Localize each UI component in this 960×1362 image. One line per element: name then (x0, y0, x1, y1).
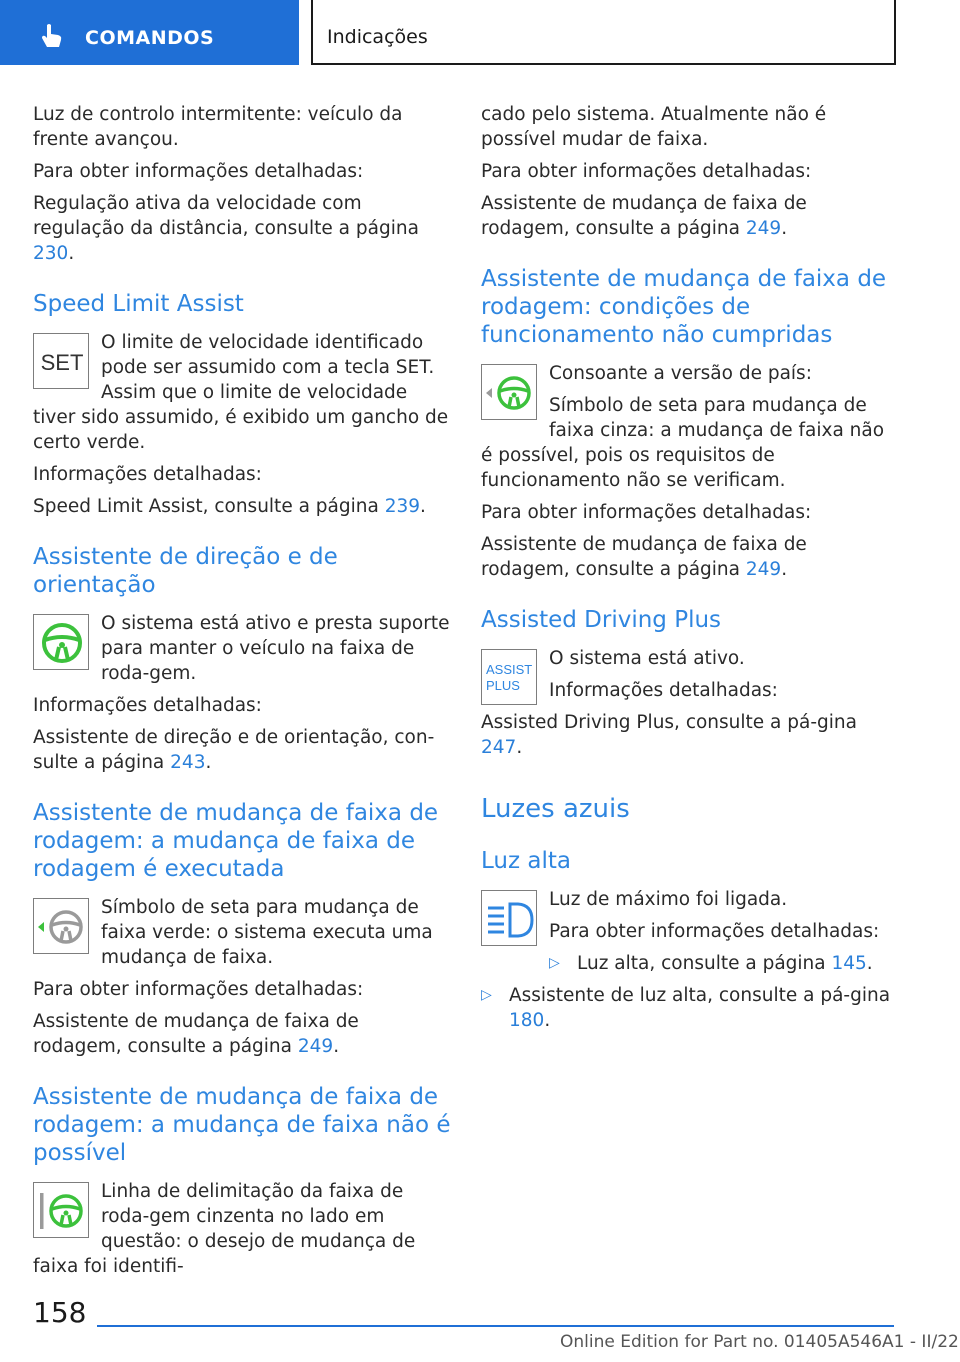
list-item: ▷ Assistente de luz alta, consulte a pá-gina 180. (481, 985, 891, 1031)
section-heading: Speed Limit Assist (33, 291, 244, 317)
section-heading: Assistente de mudança de faixa de rodagem: a mudança de faixa de rodagem é executada (33, 800, 439, 882)
paragraph: O sistema está ativo. (549, 648, 745, 669)
paragraph: cado pelo sistema. Atualmente não é possível mudar de faixa. (481, 104, 827, 150)
paragraph: Consoante a versão de país: (549, 363, 812, 384)
lane-change-green-icon (33, 898, 89, 954)
list-item: ▷ Luz alta, consulte a página 145. (549, 953, 873, 974)
paragraph: O limite de velocidade identificado pode ser assumido com a tecla SET. Assim que o limite de velocidade tiver sido assumido, é exibido um gancho de certo verde. (33, 332, 449, 453)
hand-pointer-icon (38, 22, 66, 50)
section-heading: Luzes azuis (481, 794, 630, 824)
section-title: COMANDOS (85, 27, 215, 49)
subsection-title: Indicações (327, 26, 428, 48)
paragraph: Assistente de mudança de faixa de rodagem, consulte a página 249. (33, 1011, 359, 1057)
subsection-tab (311, 0, 896, 65)
edition-text: Online Edition for Part no. 01405A546A1 - II/22 (560, 1332, 959, 1352)
paragraph: Luz de máximo foi ligada. (549, 889, 788, 910)
paragraph: Para obter informações detalhadas: (33, 161, 364, 182)
svg-text:SET: SET (40, 350, 84, 375)
page-link[interactable]: 249 (745, 218, 782, 239)
page-link[interactable]: 239 (384, 496, 421, 517)
paragraph: Para obter informações detalhadas: (33, 979, 364, 1000)
left-column (33, 102, 453, 1286)
paragraph: Speed Limit Assist, consulte a página 239. (33, 496, 426, 517)
page-link[interactable]: 180 (509, 1010, 545, 1031)
paragraph: Regulação ativa da velocidade com regulação da distância, consulte a página 230. (33, 193, 419, 264)
page-number: 158 (33, 1296, 87, 1329)
footer-divider (97, 1325, 894, 1327)
section-heading: Assistente de direção e de orientação (33, 544, 338, 598)
paragraph: Para obter informações detalhadas: (481, 161, 812, 182)
paragraph: Informações detalhadas: (33, 695, 262, 716)
svg-text:PLUS: PLUS (486, 678, 520, 693)
assist-plus-icon (481, 649, 537, 705)
paragraph: Linha de delimitação da faixa de roda-gem cinzenta no lado em questão: o desejo de mudança de faixa foi identifi- (33, 1181, 416, 1277)
paragraph: Símbolo de seta para mudança de faixa verde: o sistema executa uma mudança de faixa. (101, 897, 433, 968)
paragraph: Para obter informações detalhadas: (549, 921, 880, 942)
page-link[interactable]: 249 (297, 1036, 334, 1057)
triangle-bullet-icon: ▷ (481, 987, 492, 1003)
set-icon (33, 333, 89, 389)
paragraph: Informações detalhadas: (33, 464, 262, 485)
page-link[interactable]: 145 (831, 953, 867, 974)
section-heading: Assistente de mudança de faixa de rodagem: a mudança de faixa não é possível (33, 1084, 451, 1166)
section-tab (0, 0, 299, 65)
section-heading: Assistente de mudança de faixa de rodagem: condições de funcionamento não cumpridas (481, 266, 887, 348)
paragraph: Luz de controlo intermitente: veículo da frente avançou. (33, 104, 403, 150)
lane-boundary-gray-icon (33, 1182, 89, 1238)
svg-text:ASSIST: ASSIST (486, 662, 533, 677)
lane-change-gray-icon (481, 364, 537, 420)
subsection-heading: Luz alta (481, 848, 571, 874)
steering-wheel-green-icon (33, 614, 89, 670)
paragraph: Símbolo de seta para mudança de faixa cinza: a mudança de faixa não é possível, pois os requisitos de funcionamento não se verificam. (481, 395, 885, 491)
paragraph: Assistente de direção e de orientação, con-sulte a página 243. (33, 727, 435, 773)
high-beam-icon (481, 890, 537, 946)
page-link[interactable]: 247 (481, 737, 517, 758)
page-link[interactable]: 243 (170, 752, 206, 773)
paragraph: O sistema está ativo e presta suporte para manter o veículo na faixa de roda-gem. (101, 613, 450, 684)
section-heading: Assisted Driving Plus (481, 607, 722, 633)
page-link[interactable]: 249 (745, 559, 782, 580)
right-column (481, 102, 901, 1040)
paragraph: Assisted Driving Plus, consulte a pá-gina 247. (481, 712, 857, 758)
paragraph: Assistente de mudança de faixa de rodagem, consulte a página 249. (481, 193, 807, 239)
paragraph: Assistente de mudança de faixa de rodagem, consulte a página 249. (481, 534, 807, 580)
triangle-bullet-icon: ▷ (549, 955, 560, 971)
paragraph: Informações detalhadas: (549, 680, 778, 701)
page-link[interactable]: 230 (33, 243, 69, 264)
paragraph: Para obter informações detalhadas: (481, 502, 812, 523)
